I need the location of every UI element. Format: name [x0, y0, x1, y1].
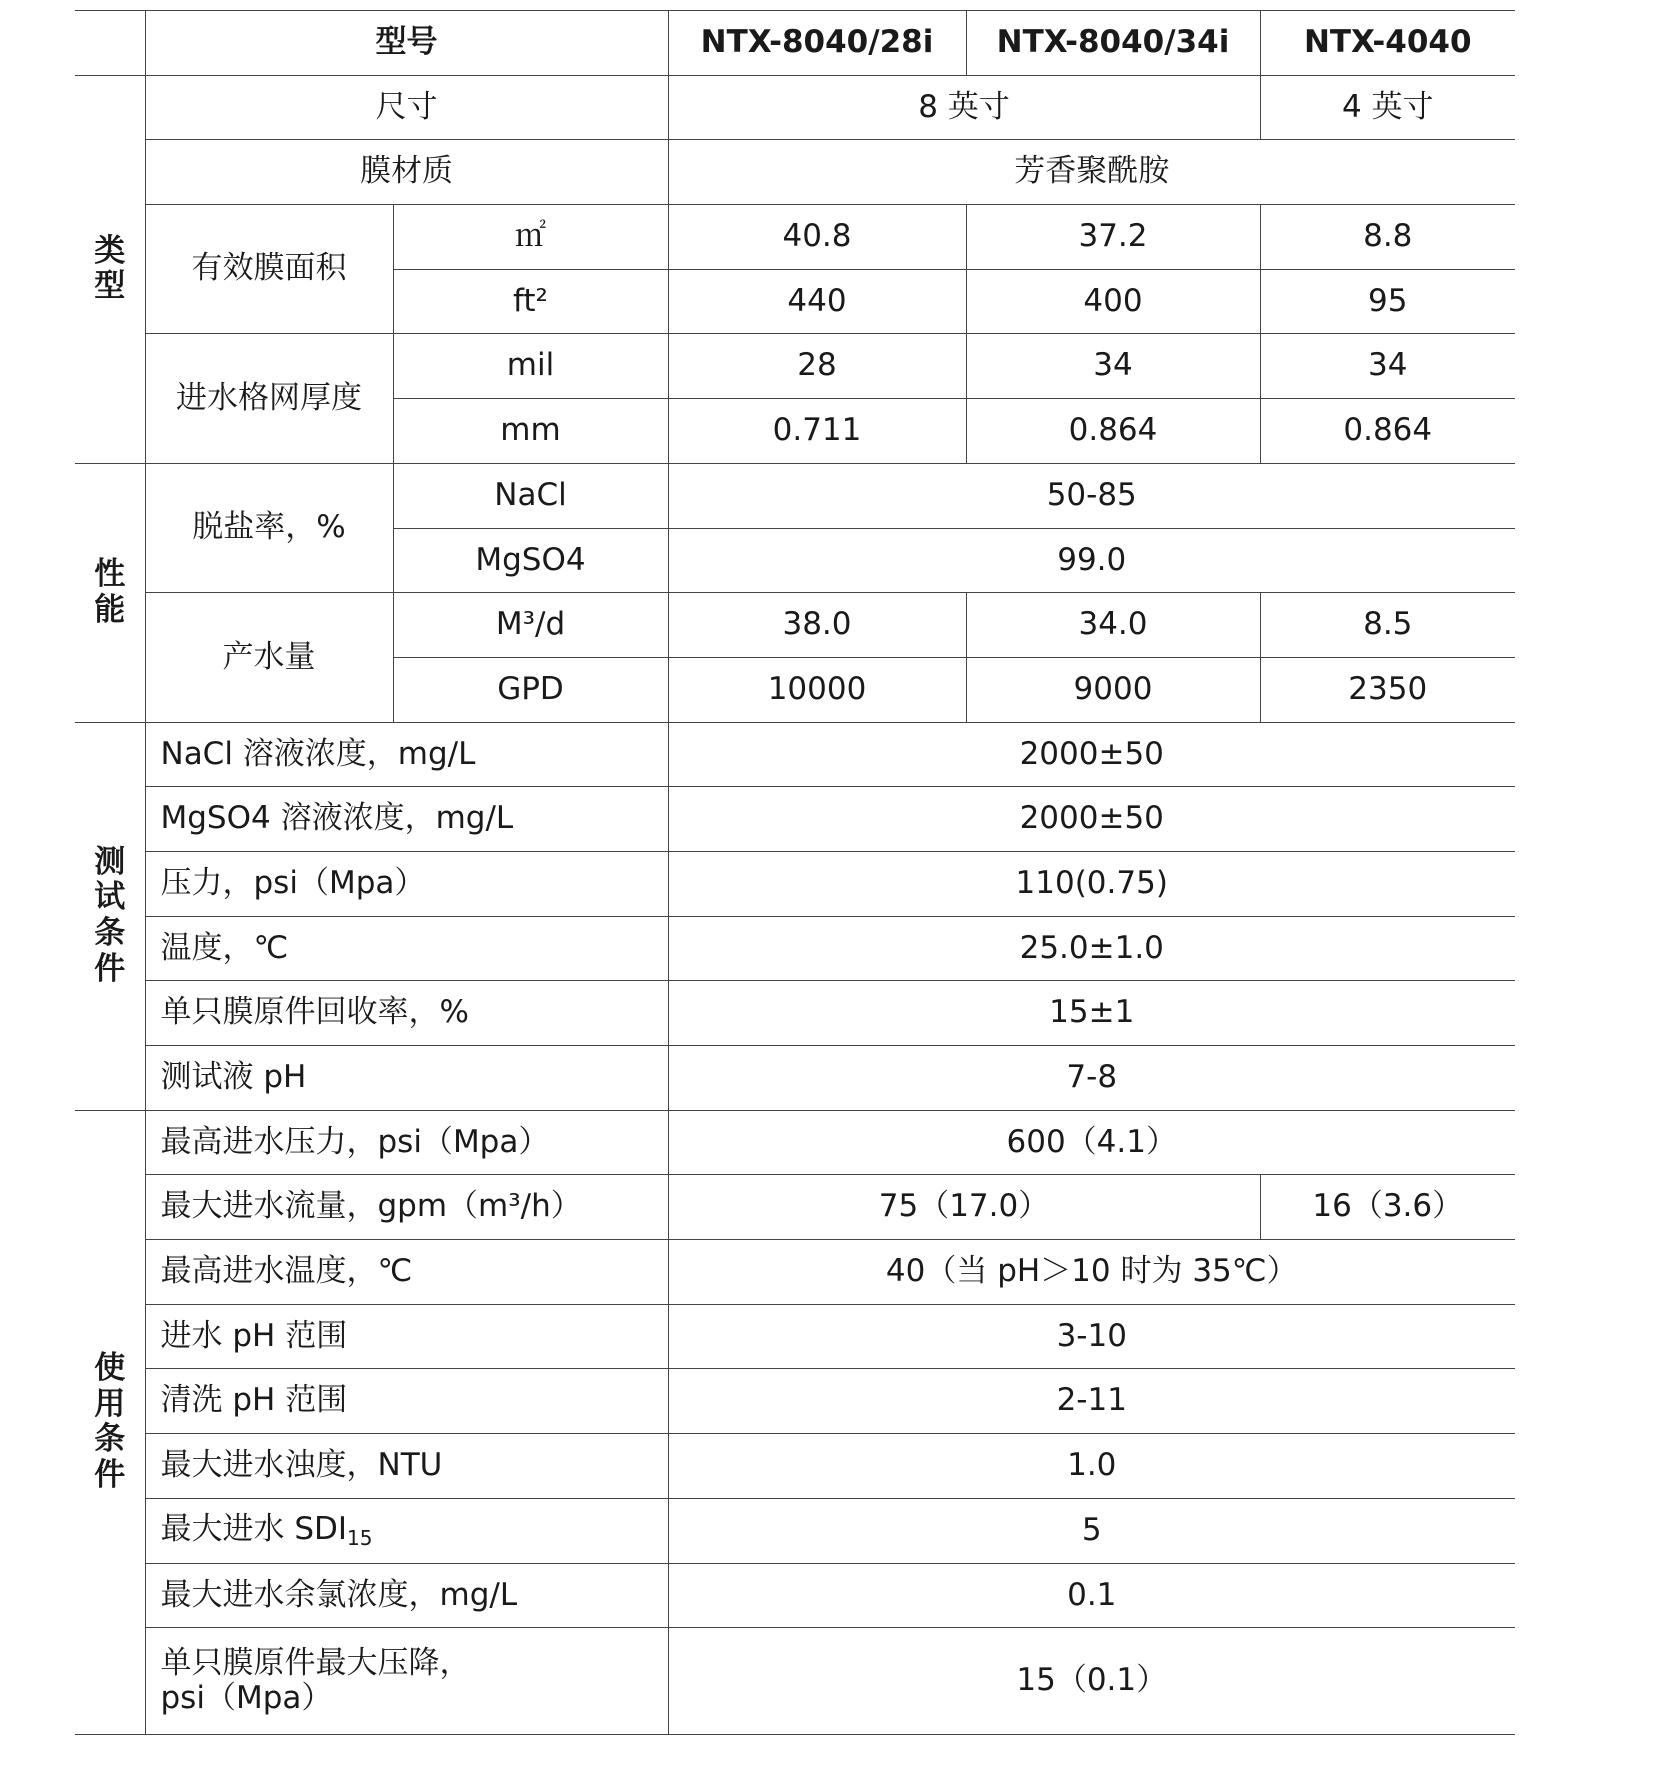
spacer-mil-3: 34 [1260, 334, 1515, 399]
use-label: 清洗 pH 范围 [145, 1369, 668, 1434]
rejection-unit-mgso4: MgSO4 [393, 528, 668, 593]
use-value: 15（0.1） [668, 1628, 1515, 1735]
use-value: 0.1 [668, 1563, 1515, 1628]
spacer-row-mil [75, 334, 1515, 399]
test-label: 测试液 pH [145, 1046, 668, 1111]
model-2: NTX-8040/34i [966, 11, 1260, 76]
test-row [75, 851, 1515, 916]
flow-m3d-3: 8.5 [1260, 593, 1515, 658]
test-label: 单只膜原件回收率，% [145, 981, 668, 1046]
flow-m3d-2: 34.0 [966, 593, 1260, 658]
area-m2-3: 8.8 [1260, 205, 1515, 270]
spacer-mm-3: 0.864 [1260, 399, 1515, 464]
area-m2-1: 40.8 [668, 205, 966, 270]
use-value: 40（当 pH＞10 时为 35℃） [668, 1240, 1515, 1305]
use-value-4in: 16（3.6） [1260, 1175, 1515, 1240]
size-label: 尺寸 [145, 75, 668, 140]
material-label: 膜材质 [145, 140, 668, 205]
rejection-label: 脱盐率，% [145, 463, 393, 592]
area-ft2-1: 440 [668, 269, 966, 334]
rejection-nacl-value: 50-85 [668, 463, 1515, 528]
use-label: 最大进水流量，gpm（m³/h） [145, 1175, 668, 1240]
material-row [75, 140, 1515, 205]
use-row-max-flow [75, 1175, 1515, 1240]
corner-cell [75, 11, 145, 76]
use-value: 3-10 [668, 1304, 1515, 1369]
category-use: 使 用 条 件 [75, 1110, 145, 1735]
spec-table [75, 10, 1515, 1735]
model-1: NTX-8040/28i [668, 11, 966, 76]
flow-gpd-1: 10000 [668, 657, 966, 722]
flow-label: 产水量 [145, 593, 393, 722]
use-row [75, 1240, 1515, 1305]
use-label: 最高进水压力，psi（Mpa） [145, 1110, 668, 1175]
test-value: 25.0±1.0 [668, 916, 1515, 981]
test-label: 温度，℃ [145, 916, 668, 981]
use-label: 进水 pH 范围 [145, 1304, 668, 1369]
area-label: 有效膜面积 [145, 205, 393, 334]
rejection-row-nacl [75, 463, 1515, 528]
use-row-pressure-drop [75, 1628, 1515, 1735]
test-value: 2000±50 [668, 722, 1515, 787]
test-row [75, 981, 1515, 1046]
use-value: 5 [668, 1498, 1515, 1563]
test-value: 7-8 [668, 1046, 1515, 1111]
spacer-unit-mil: mil [393, 334, 668, 399]
rejection-unit-nacl: NaCl [393, 463, 668, 528]
size-4in: 4 英寸 [1260, 75, 1515, 140]
use-row [75, 1369, 1515, 1434]
test-value: 15±1 [668, 981, 1515, 1046]
area-ft2-2: 400 [966, 269, 1260, 334]
use-label-pressure-drop: 单只膜原件最大压降， psi（Mpa） [145, 1628, 668, 1735]
flow-gpd-2: 9000 [966, 657, 1260, 722]
model-label: 型号 [145, 11, 668, 76]
area-unit-m2: ㎡ [393, 205, 668, 270]
spacer-mil-1: 28 [668, 334, 966, 399]
use-row-chlorine [75, 1563, 1515, 1628]
test-value: 2000±50 [668, 787, 1515, 852]
flow-gpd-3: 2350 [1260, 657, 1515, 722]
test-label: NaCl 溶液浓度，mg/L [145, 722, 668, 787]
flow-unit-m3d: M³/d [393, 593, 668, 658]
spacer-mm-2: 0.864 [966, 399, 1260, 464]
use-row [75, 1304, 1515, 1369]
test-row [75, 916, 1515, 981]
spacer-label: 进水格网厚度 [145, 334, 393, 463]
use-label: 最高进水温度，℃ [145, 1240, 668, 1305]
test-label: MgSO4 溶液浓度，mg/L [145, 787, 668, 852]
test-row [75, 787, 1515, 852]
size-8in: 8 英寸 [668, 75, 1260, 140]
rejection-mgso4-value: 99.0 [668, 528, 1515, 593]
header-row [75, 11, 1515, 76]
use-row-max-pressure [75, 1110, 1515, 1175]
category-type: 类 型 [75, 75, 145, 463]
test-row [75, 722, 1515, 787]
use-label-sdi: 最大进水 $SDI_{15}$ [145, 1498, 668, 1563]
test-label: 压力，psi（Mpa） [145, 851, 668, 916]
material-value: 芳香聚酰胺 [668, 140, 1515, 205]
model-3: NTX-4040 [1260, 11, 1515, 76]
flow-m3d-1: 38.0 [668, 593, 966, 658]
spacer-mm-1: 0.711 [668, 399, 966, 464]
flow-unit-gpd: GPD [393, 657, 668, 722]
area-row-m2 [75, 205, 1515, 270]
test-row [75, 1046, 1515, 1111]
spacer-unit-mm: mm [393, 399, 668, 464]
category-performance: 性 能 [75, 463, 145, 722]
spacer-mil-2: 34 [966, 334, 1260, 399]
use-value-8in: 75（17.0） [668, 1175, 1260, 1240]
use-value: 2-11 [668, 1369, 1515, 1434]
area-unit-ft2: ft² [393, 269, 668, 334]
area-m2-2: 37.2 [966, 205, 1260, 270]
category-test: 测 试 条 件 [75, 722, 145, 1110]
use-row [75, 1434, 1515, 1499]
use-value: 600（4.1） [668, 1110, 1515, 1175]
size-row [75, 75, 1515, 140]
use-value: 1.0 [668, 1434, 1515, 1499]
area-ft2-3: 95 [1260, 269, 1515, 334]
use-row-sdi [75, 1498, 1515, 1563]
use-label: 最大进水余氯浓度，mg/L [145, 1563, 668, 1628]
test-value: 110(0.75) [668, 851, 1515, 916]
flow-row-m3d [75, 593, 1515, 658]
use-label: 最大进水浊度，NTU [145, 1434, 668, 1499]
